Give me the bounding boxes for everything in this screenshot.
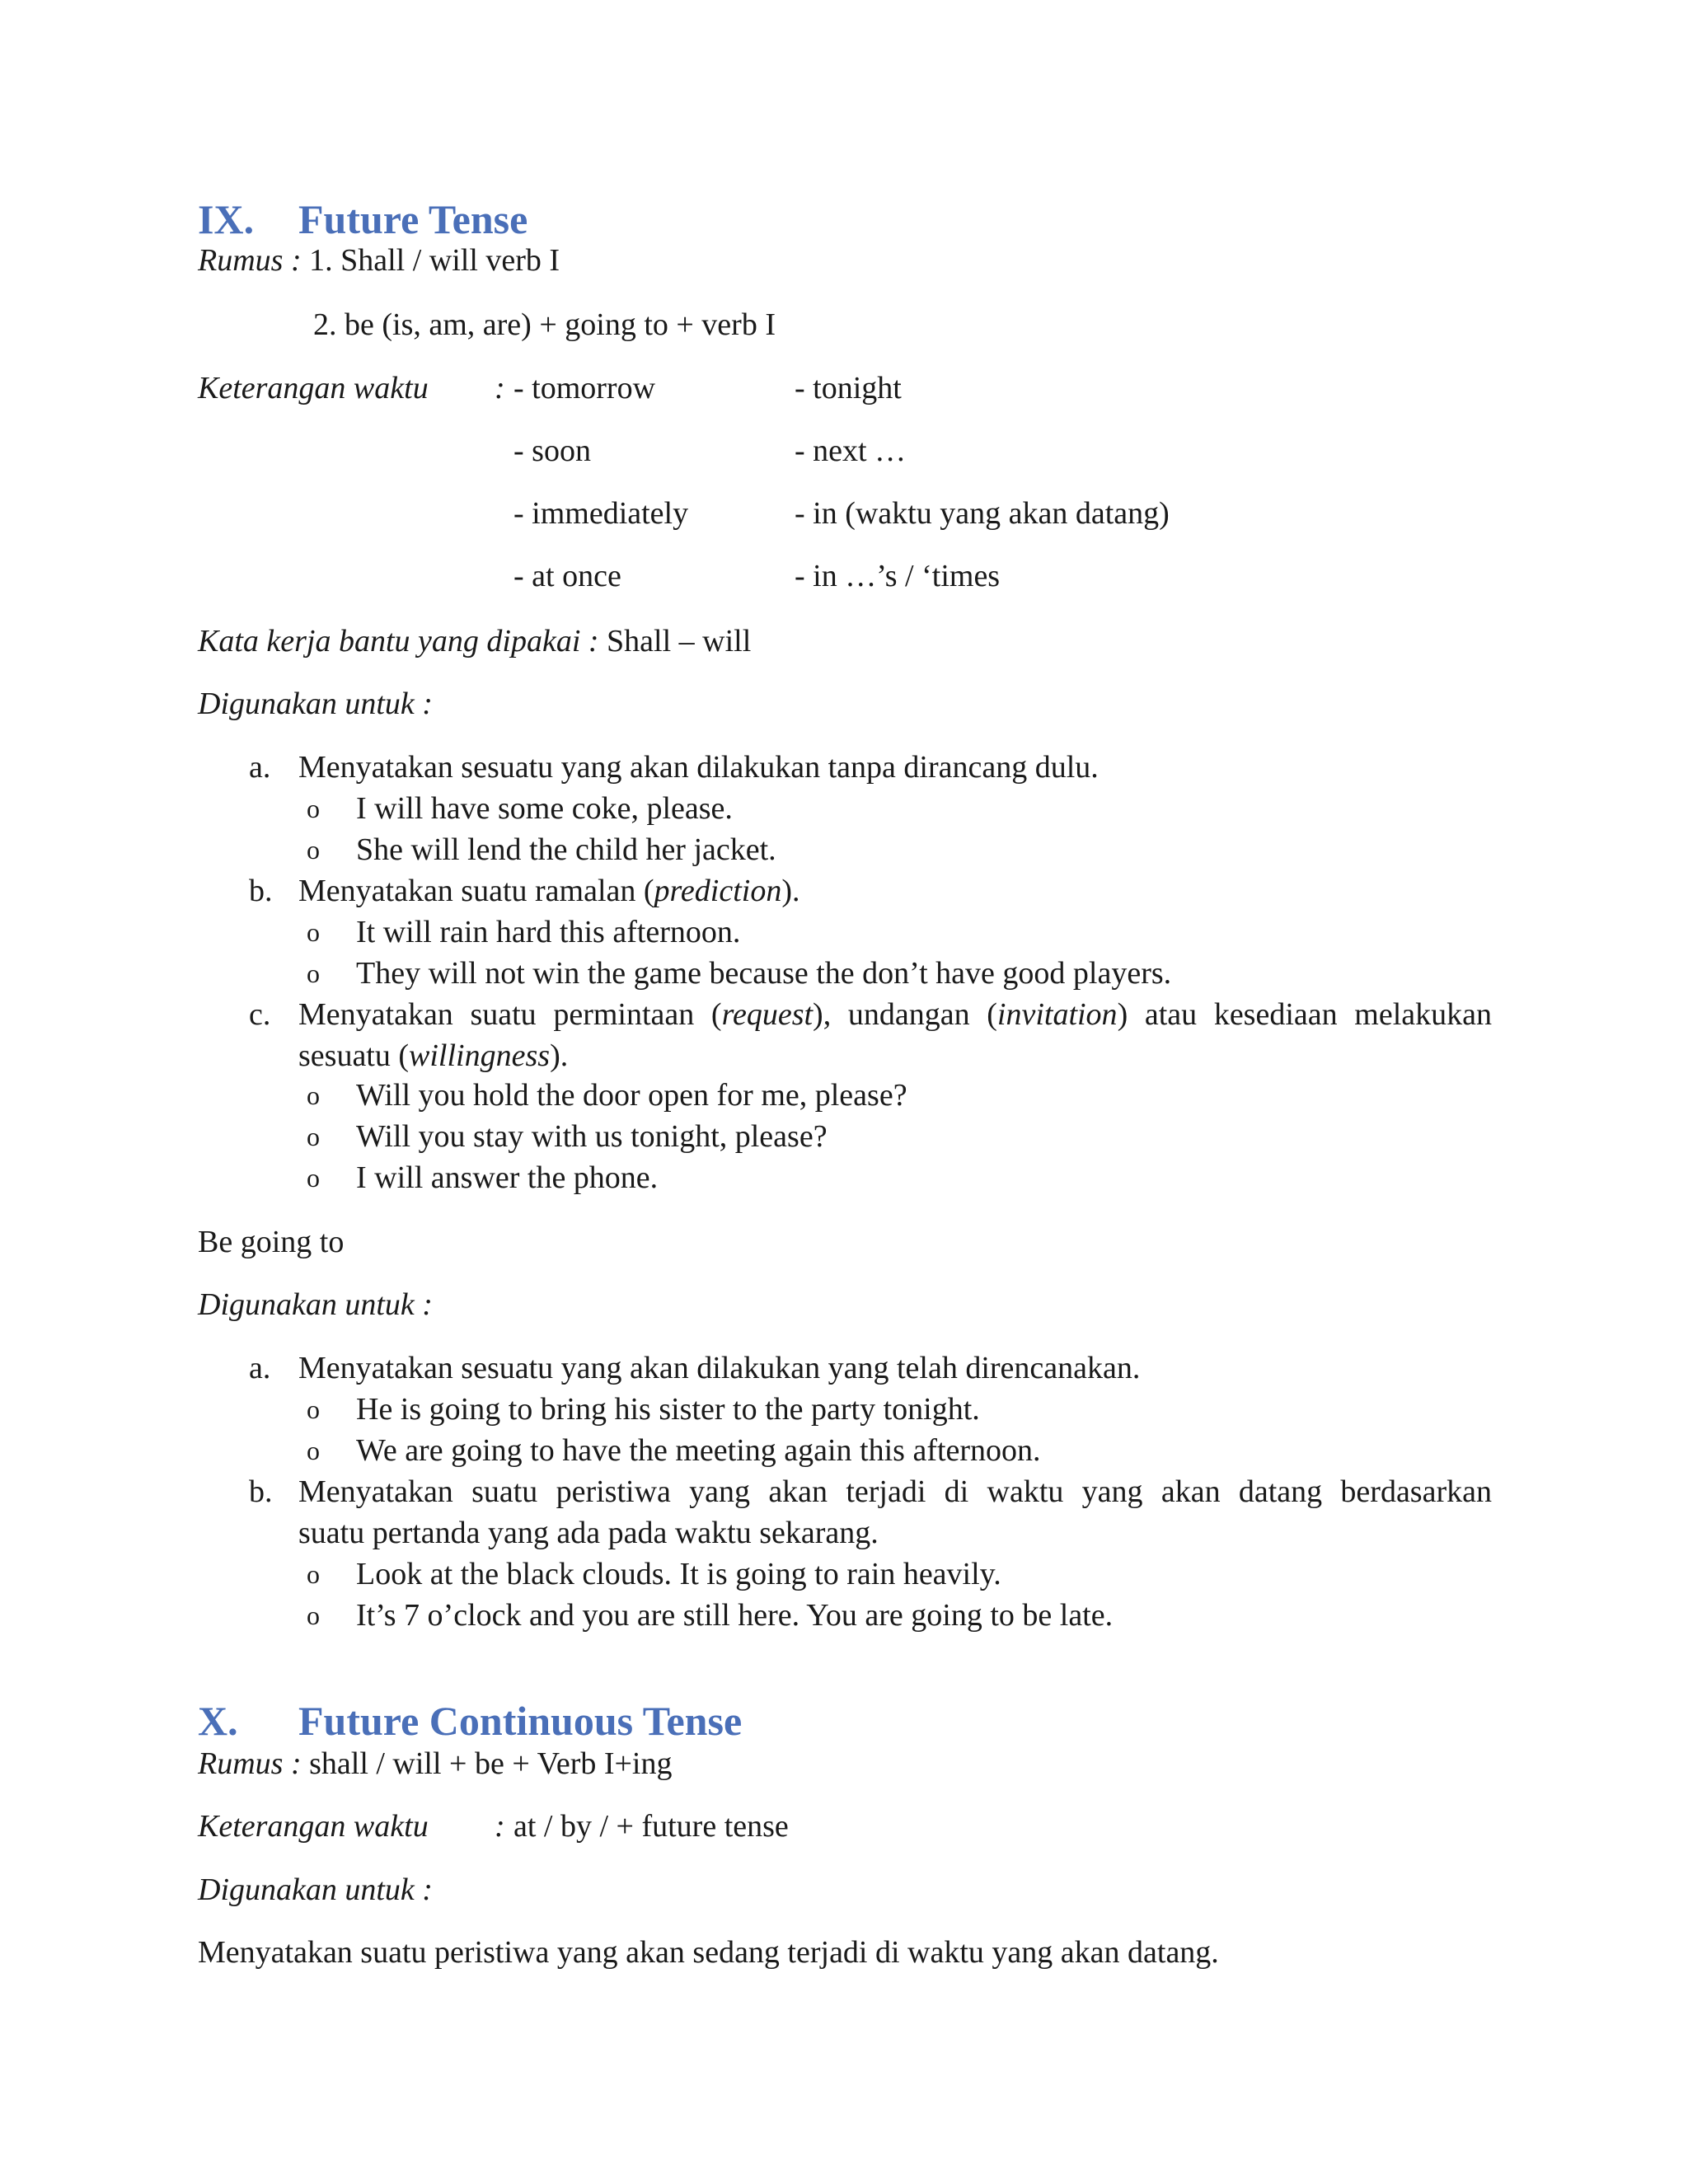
time-word: - tonight [795, 371, 902, 405]
time-word: - in …’s / ‘times [795, 559, 1001, 593]
italic-term: prediction [654, 874, 782, 908]
time-word: - tomorrow [513, 371, 656, 405]
used-for-text: Menyatakan suatu peristiwa yang akan sedang terjadi di waktu yang akan datang. [198, 1935, 1219, 1970]
time-word: - soon [513, 434, 591, 468]
keterangan-colon: : [495, 1809, 505, 1844]
text-run: sesuatu ( [298, 1038, 410, 1073]
text-run: ) atau kesediaan melakukan [1117, 997, 1492, 1032]
list-item [0, 1347, 1688, 1389]
example-text: It will rain hard this afternoon. [356, 915, 741, 949]
example-item [0, 1389, 1688, 1430]
example-item [0, 912, 1688, 953]
keterangan-colon: : [495, 371, 505, 405]
example-item [0, 953, 1688, 994]
bullet-marker: o [307, 835, 320, 865]
used-for-label: Digunakan untuk : [198, 687, 433, 721]
section-ix-number: IX. [198, 196, 255, 242]
list-item-text [298, 994, 1492, 1035]
example-text: He is going to bring his sister to the party tonight. [356, 1392, 980, 1427]
rumus-line [198, 1743, 673, 1784]
auxiliary-label: Kata kerja bantu yang dipakai : [198, 624, 599, 658]
list-item [0, 994, 1688, 1035]
auxiliary-value: Shall – will [607, 624, 752, 658]
keterangan-value: at / by / + future tense [513, 1809, 789, 1844]
italic-term: invitation [996, 997, 1118, 1032]
rumus-formula-2: 2. be (is, am, are) + going to + verb I [313, 307, 776, 342]
rumus-formula-1: 1. Shall / will verb I [309, 243, 560, 278]
section-ix-title: Future Tense [298, 196, 528, 242]
italic-term: request [721, 997, 814, 1032]
bullet-marker: o [307, 1601, 320, 1630]
keterangan-waktu-label: Keterangan waktu [198, 371, 429, 405]
list-marker: a. [249, 1351, 271, 1385]
list-item-continuation [298, 1035, 568, 1076]
bullet-marker: o [307, 1163, 320, 1193]
example-text: I will have some coke, please. [356, 791, 733, 826]
example-text: She will lend the child her jacket. [356, 832, 776, 867]
text-run: ), undangan ( [813, 997, 997, 1032]
used-for-label: Digunakan untuk : [198, 1872, 433, 1907]
text-run: ). [550, 1038, 569, 1073]
bullet-marker: o [307, 1394, 320, 1424]
list-marker: b. [249, 874, 273, 908]
keterangan-waktu-label: Keterangan waktu [198, 1809, 429, 1844]
list-item [0, 870, 1688, 912]
example-text: They will not win the game because the don’t have good players. [356, 956, 1172, 991]
used-for-label: Digunakan untuk : [198, 1287, 433, 1322]
list-marker: a. [249, 750, 271, 785]
example-item [0, 788, 1688, 829]
example-item [0, 1430, 1688, 1471]
time-word: - next … [795, 434, 907, 468]
rumus-label: Rumus : [198, 243, 302, 278]
auxiliary-line [198, 621, 751, 662]
bullet-marker: o [307, 917, 320, 947]
bullet-marker: o [307, 794, 320, 823]
example-item [0, 829, 1688, 870]
example-item [0, 1595, 1688, 1636]
example-text: We are going to have the meeting again this afternoon. [356, 1433, 1041, 1468]
list-marker: c. [249, 997, 271, 1032]
list-item-text: Menyatakan sesuatu yang akan dilakukan yang telah direncanakan. [298, 1351, 1141, 1385]
list-item-text [298, 870, 800, 912]
time-word: - in (waktu yang akan datang) [795, 496, 1170, 531]
example-item [0, 1157, 1688, 1198]
list-item [0, 747, 1688, 788]
italic-term: willingness [409, 1038, 551, 1073]
bullet-marker: o [307, 1122, 320, 1151]
example-text: I will answer the phone. [356, 1160, 659, 1195]
example-text: Look at the black clouds. It is going to rain heavily. [356, 1557, 1001, 1591]
bullet-marker: o [307, 1559, 320, 1589]
list-item [0, 1471, 1688, 1512]
text-run: Menyatakan suatu ramalan ( [298, 874, 654, 908]
bullet-marker: o [307, 958, 320, 988]
example-item [0, 1116, 1688, 1157]
list-item-text: Menyatakan sesuatu yang akan dilakukan tanpa dirancang dulu. [298, 750, 1099, 785]
time-word: - immediately [513, 496, 689, 531]
list-item-text: Menyatakan suatu peristiwa yang akan terjadi di waktu yang akan datang berdasarkan [298, 1474, 1492, 1509]
example-text: It’s 7 o’clock and you are still here. You are going to be late. [356, 1598, 1114, 1633]
time-word: - at once [513, 559, 621, 593]
section-x-title: Future Continuous Tense [298, 1698, 743, 1744]
section-x-number: X. [198, 1698, 238, 1744]
example-item [0, 1554, 1688, 1595]
text-run: Menyatakan suatu permintaan ( [298, 997, 722, 1032]
example-text: Will you stay with us tonight, please? [356, 1119, 828, 1154]
be-going-to-heading: Be going to [198, 1225, 345, 1259]
bullet-marker: o [307, 1080, 320, 1110]
example-item [0, 1075, 1688, 1116]
bullet-marker: o [307, 1436, 320, 1465]
rumus-label: Rumus : [198, 1746, 302, 1781]
example-text: Will you hold the door open for me, please? [356, 1078, 907, 1113]
rumus-line [198, 240, 560, 281]
text-run: ). [781, 874, 800, 908]
list-item-continuation: suatu pertanda yang ada pada waktu sekarang. [298, 1516, 879, 1550]
rumus-formula: shall / will + be + Verb I+ing [309, 1746, 673, 1781]
list-marker: b. [249, 1474, 273, 1509]
